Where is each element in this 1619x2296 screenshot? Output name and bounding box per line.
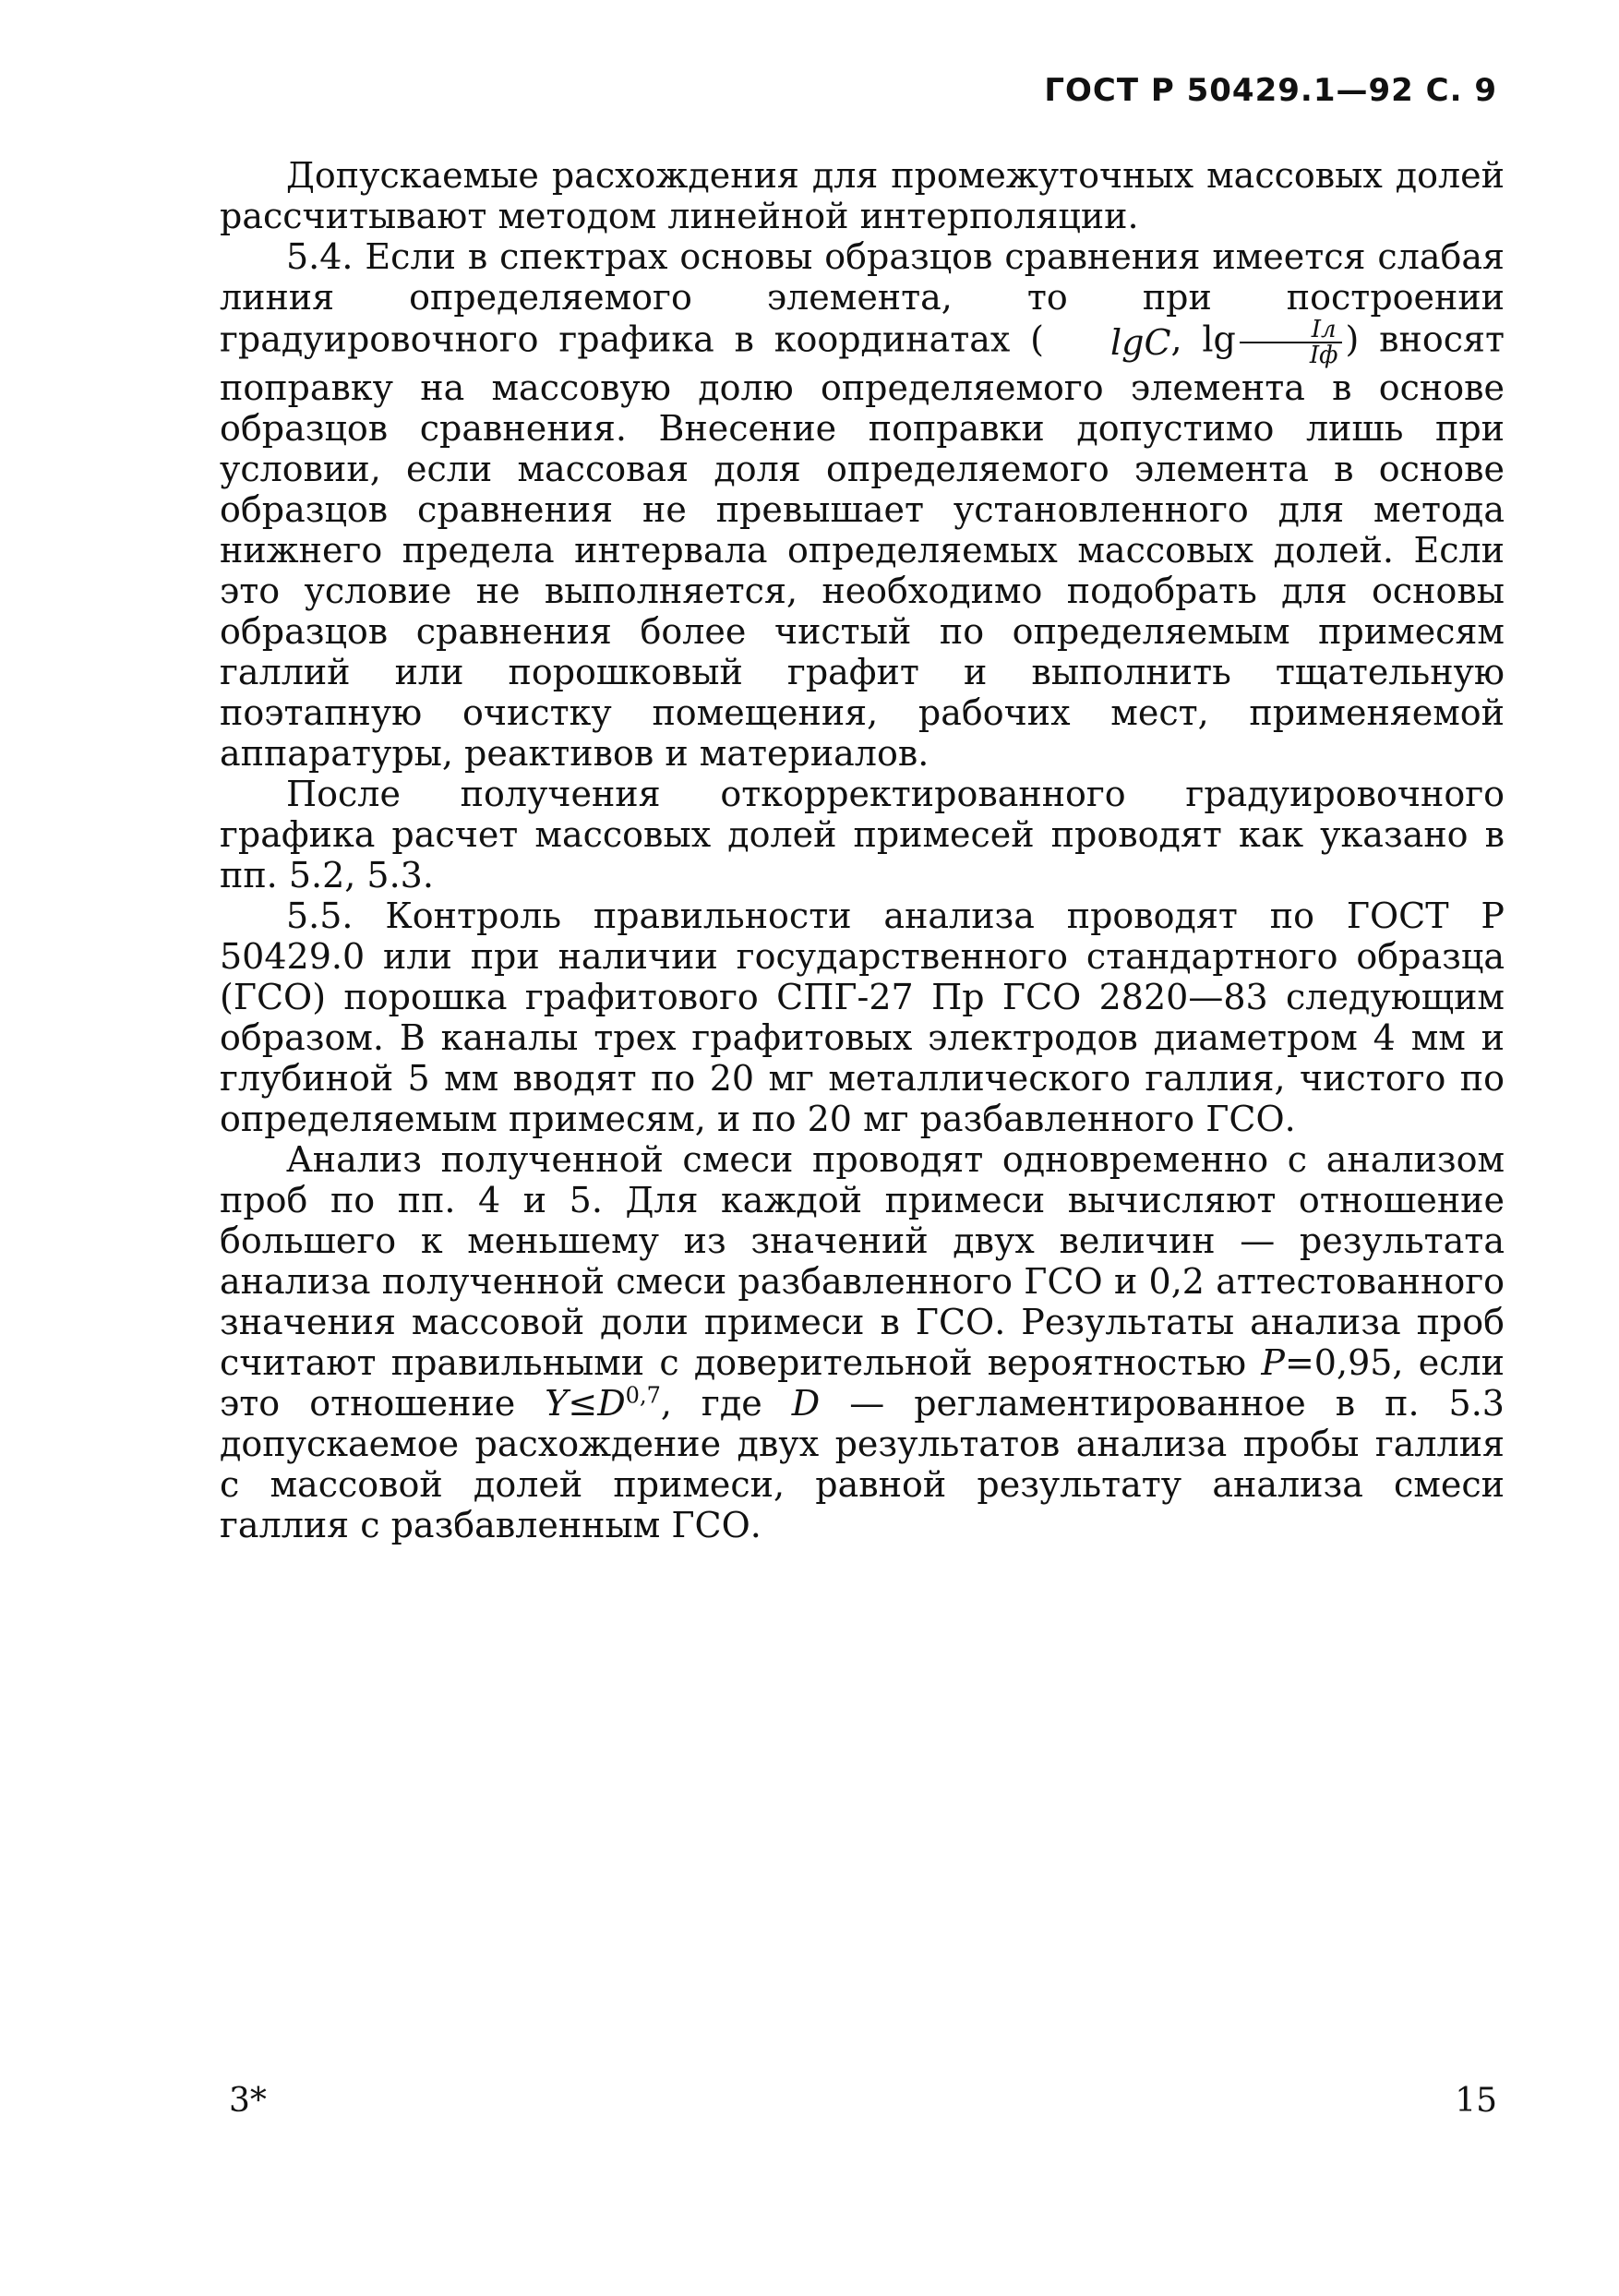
paragraph-analysis — [220, 1139, 1505, 1545]
paragraph-5-4 — [220, 236, 1505, 774]
paragraph-analysis-start: Анализ полученной смеси проводят одновременно с анализом проб по пп. 4 и 5. Для каждой примеси вычисляют отношение большего к меньшему из значений двух величин — результата анализа полученной смеси разбавленного ГСО и 0,2 аттестованного значения массовой доли примеси в ГСО. Результаты анализа проб считают правильными с доверительной вероятностью — [220, 1139, 1505, 1383]
paragraph-interpolation: Допускаемые расхождения для промежуточных массовых долей рассчитывают методом линейной интерполяции. — [220, 155, 1505, 236]
formula-lgc: lgC — [1109, 322, 1171, 363]
paragraph-5-4-text-end: ) вносят поправку на массовую долю определяемого элемента в основе образцов сравнения. Внесение поправки допустимо лишь при условии, если массовая доля определяемого элемента в основе образцов сравнения не превышает установленного для метода нижнего предела интервала определяемых массовых долей. Если это условие не выполняется, необходимо подобрать для основы образцов сравнения более чистый по определяемым примесям галлий или порошковый графит и выполнить тщательную поэтапную очистку помещения, рабочих мест, применяемой аппаратуры, реактивов и материалов. — [220, 319, 1505, 774]
page-number: 15 — [1455, 2082, 1497, 2120]
formula-fraction — [1240, 318, 1342, 367]
formula-separator: , lg — [1170, 319, 1236, 360]
fraction-denominator: Iф — [1309, 342, 1338, 369]
body-text — [220, 155, 1505, 1545]
paragraph-5-4-text-start: 5.4. Если в спектрах основы образцов сравнения имеется слабая линия определяемого элемента, то при построении градуировочного графика в координатах ( — [220, 236, 1505, 360]
symbol-d-2: D — [791, 1383, 821, 1424]
symbol-leq: ≤ — [568, 1383, 598, 1424]
paragraph-analysis-end: — регламентированное в п. 5.3 допускаемое расхождение двух результатов анализа пробы галлия с массовой долей примеси, равной результату анализа смеси галлия с разбавленным ГСО. — [220, 1383, 1505, 1545]
paragraph-corrected-graph: После получения откорректированного градуировочного графика расчет массовых долей примесей проводят как указано в пп. 5.2, 5.3. — [220, 774, 1505, 896]
signature-mark: 3* — [229, 2082, 267, 2120]
symbol-exponent: 0,7 — [625, 1382, 661, 1409]
paragraph-analysis-mid2: , где — [660, 1383, 792, 1424]
paragraph-5-5: 5.5. Контроль правильности анализа проводят по ГОСТ Р 50429.0 или при наличии государственного стандартного образца (ГСО) порошка графитового СПГ-27 Пр ГСО 2820—83 следующим образом. В каналы трех графитовых электродов диаметром 4 мм и глубиной 5 мм вводят по 20 мг металлического галлия, чистого по определяемым примесям, и по 20 мг разбавленного ГСО. — [220, 896, 1505, 1139]
symbol-y: Y — [545, 1383, 569, 1424]
fraction-numerator: Iл — [1240, 318, 1342, 343]
symbol-d: D — [597, 1383, 626, 1424]
paragraph-analysis-mid1: =0,95, если это отношение — [220, 1342, 1505, 1424]
running-header: ГОСТ Р 50429.1—92 С. 9 — [1044, 72, 1497, 109]
symbol-p: P — [1261, 1342, 1285, 1383]
